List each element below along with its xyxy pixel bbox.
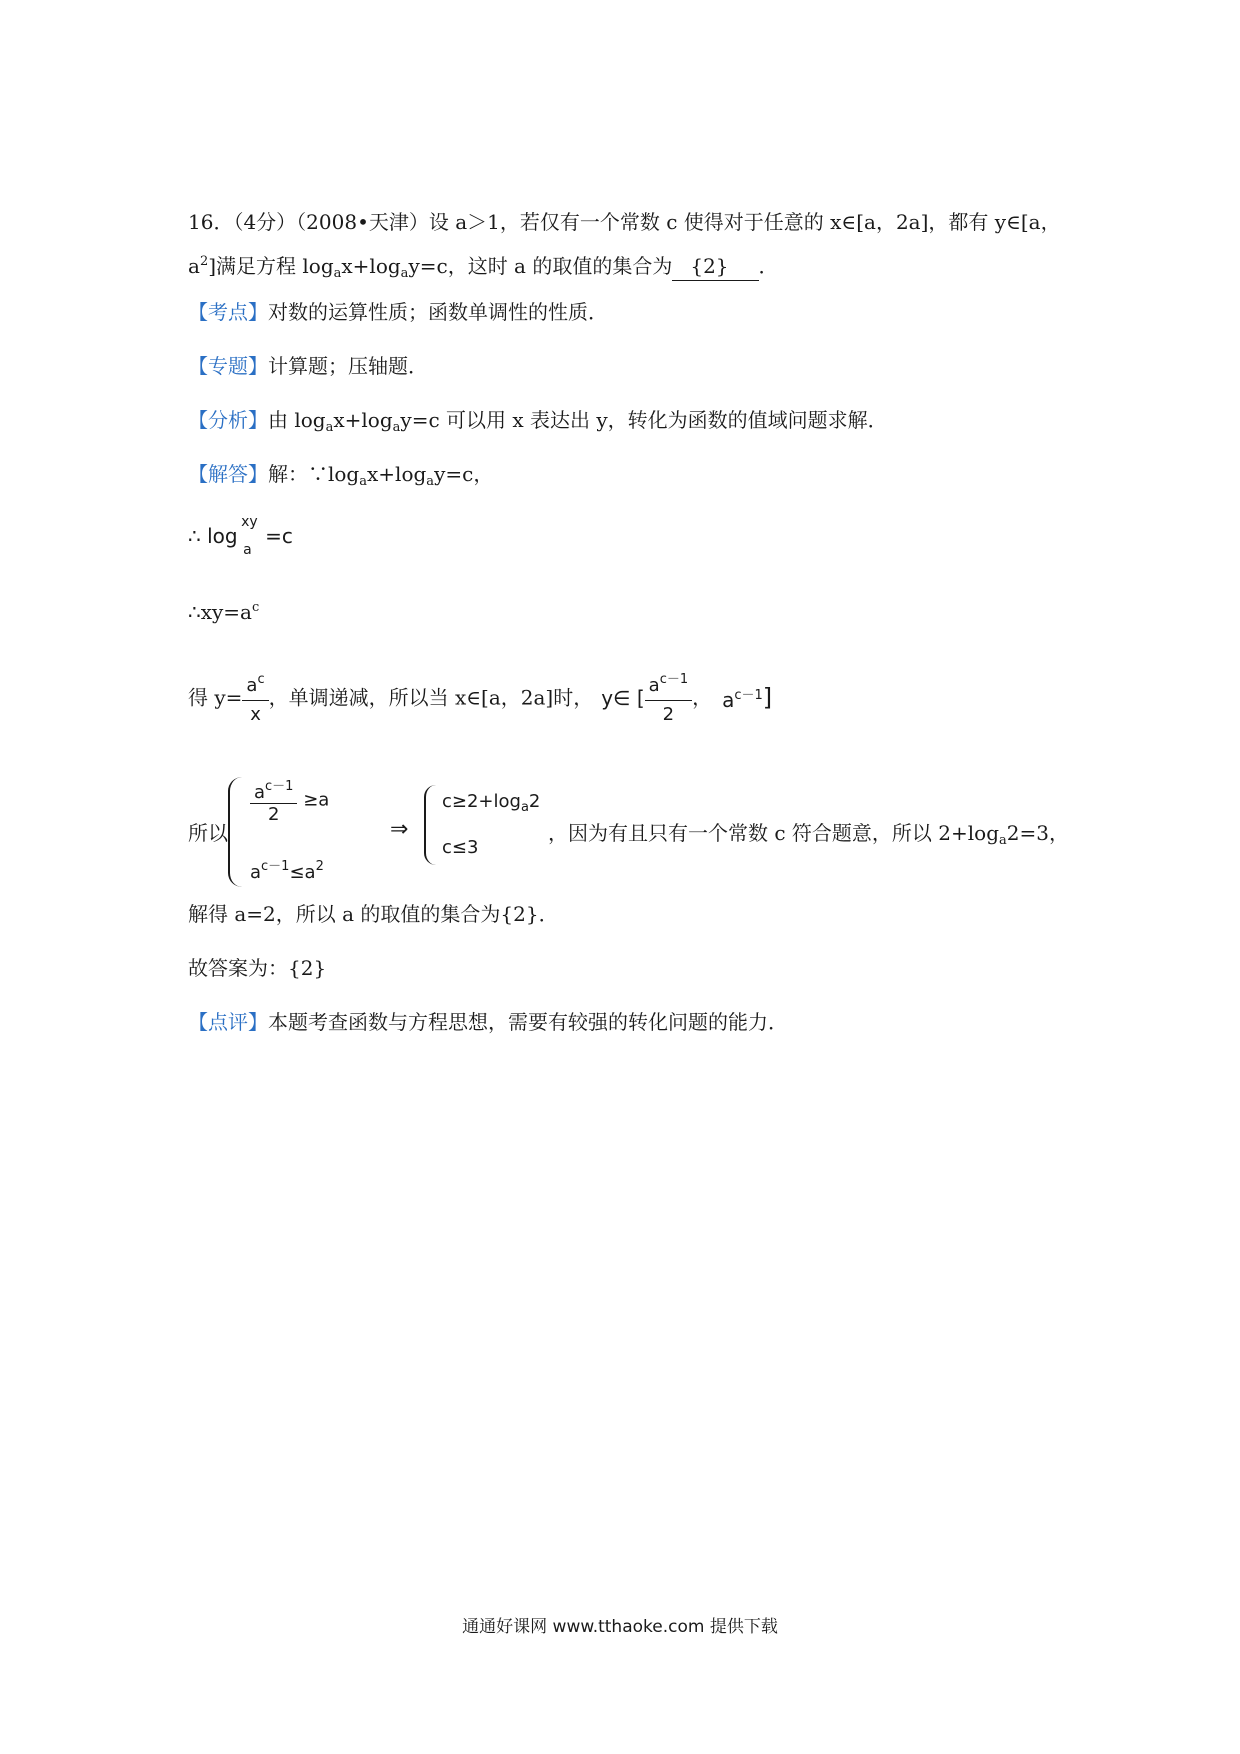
problem-end: ． [758,254,779,278]
fenxi-text-3: y=c 可以用 x 表达出 y，转化为函数的值域问题求解． [400,408,888,432]
range-open: y∈ [ [601,685,645,710]
problem-text-2b: x+log [341,254,401,278]
step3-line [188,666,772,726]
step2-exponent: c [251,600,260,615]
zhuanti-line [188,352,428,380]
system-fraction-denominator: 2 [268,804,280,825]
sys-row2-exp: c－1 [261,859,290,874]
system-fraction [250,775,297,825]
y-fraction [242,666,268,729]
fenxi-text-2: x+log [333,408,393,432]
dianping-tag: 【点评】 [188,1010,268,1034]
kaodian-tag: 【考点】 [188,300,268,324]
log-superscript: xy [241,514,258,530]
range-fraction-denominator: 2 [662,704,675,725]
c1-text: c≥2+log [442,791,521,812]
range-num-exp: c－1 [659,672,689,687]
conclusion-text: ，因为有且只有一个常数 c 符合题意，所以 2+log [548,821,999,845]
log-equals: =c [265,524,293,548]
zhuanti-text: 计算题；压轴题． [268,354,428,378]
conclusion-log-base: a [999,833,1007,848]
solve-line [188,900,559,928]
problem-log-base-2: a [400,266,409,281]
sys-num-exp: c－1 [265,779,294,794]
system-conclusion [548,817,1069,848]
jieda-line [188,460,493,496]
log-subscript: a [243,542,252,558]
system-fraction-numerator [250,775,297,804]
fenxi-tag: 【分析】 [188,408,268,432]
solve-text: 解得 a=2，所以 a 的取值的集合为{2}． [188,902,559,926]
fenxi-log-base-2: a [392,420,401,435]
left-brace [228,777,248,887]
problem-text-1: 16．（4分）（2008•天津）设 a＞1，若仅有一个常数 c 使得对于任意的 x∈[a，2a]，都有 y∈[a， [188,210,1061,234]
jieda-log-base-2: a [426,474,435,489]
log-expression [207,514,307,558]
problem-a-exponent: 2 [199,254,209,269]
implies-arrow: ⇒ [390,817,409,842]
jieda-log-base-1: a [359,474,368,489]
c1-end: 2 [528,791,541,812]
problem-text-2c: y=c，这时 a 的取值的集合为 [408,254,673,278]
y-num-exp: c [257,672,265,687]
sys-row2-base: a [250,862,262,883]
step3-text-2: ，单调递减，所以当 x∈[a，2a]时， [268,685,594,710]
kaodian-text: 对数的运算性质；函数单调性的性质． [268,300,608,324]
step2-text: ∴xy=a [188,600,252,624]
range-num-base: a [648,675,660,696]
step2-line [188,594,259,626]
c-condition-2: c≤3 [442,837,479,858]
range-upper [722,688,763,712]
step1-line [188,514,307,558]
right-brace [424,785,440,865]
zhuanti-tag: 【专题】 [188,354,268,378]
jieda-tag: 【解答】 [188,462,268,486]
y-num-base: a [246,675,258,696]
problem-line-1 [188,208,1061,236]
y-fraction-denominator: x [250,704,261,725]
system-row-1-relation: ≥a [303,789,330,811]
kaodian-line [188,298,608,326]
fenxi-line [188,406,888,442]
range-close: ] [762,683,773,712]
range-upper-exp: c－1 [734,687,763,703]
log-word: log [207,524,238,548]
jieda-text-3: y=c， [434,462,494,486]
jieda-text-1: 解：∵log [268,462,360,486]
problem-a: a [188,254,200,278]
range-fraction-numerator [645,666,692,701]
final-answer-line [188,954,326,982]
dianping-line [188,1008,788,1036]
c1-base: a [520,800,529,815]
sys-row2-rel: ≤a [289,862,316,883]
inequality-system [188,775,1088,895]
sys-row2-rel-exp: 2 [315,859,324,874]
problem-log-base-1: a [333,266,342,281]
y-fraction-numerator [242,666,268,701]
step3-text-1: 得 y= [188,685,243,710]
answer-blank: {2} [672,252,758,281]
system-prefix: 所以 [188,821,228,845]
jieda-text-2: x+log [367,462,427,486]
final-answer-text: 故答案为：{2} [188,956,327,980]
range-comma: ， [692,685,713,710]
range-fraction [645,666,692,729]
system-row-2 [250,855,324,883]
system-row-1 [250,775,329,825]
range-upper-base: a [722,687,735,712]
sys-num-base: a [254,782,266,803]
therefore-symbol: ∴ [188,524,201,548]
page-footer: 通通好课网 www.tthaoke.com 提供下载 [462,1617,778,1637]
conclusion-end: 2=3， [1006,821,1069,845]
problem-line-2 [188,248,779,288]
dianping-text: 本题考查函数与方程思想，需要有较强的转化问题的能力． [268,1010,788,1034]
fenxi-text-1: 由 log [268,408,326,432]
fenxi-log-base-1: a [325,420,334,435]
problem-text-2a: ]满足方程 log [208,254,334,278]
c-condition-1 [442,791,540,815]
